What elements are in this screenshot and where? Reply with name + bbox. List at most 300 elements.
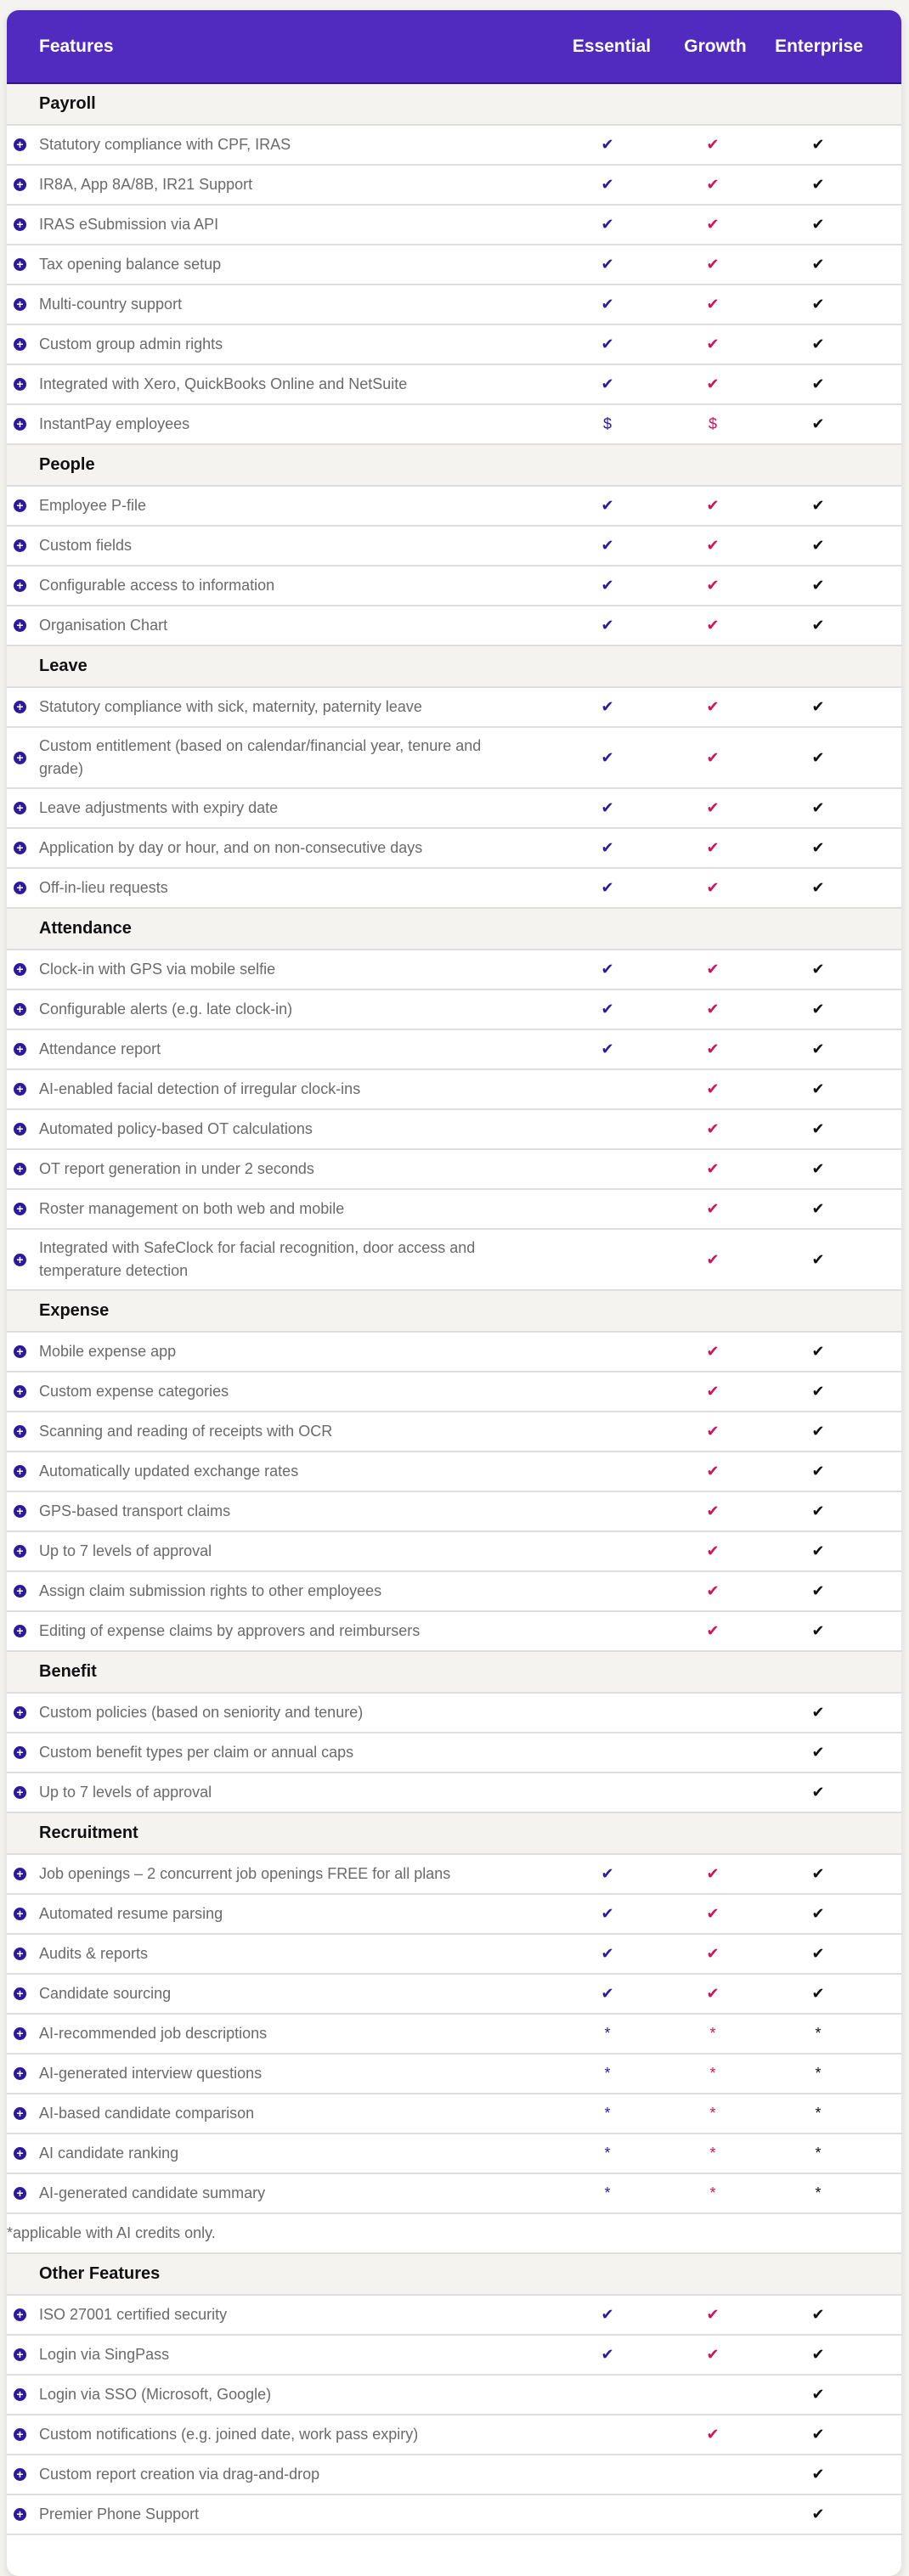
table-row [7,2094,901,2134]
feature-cell[interactable] [7,1573,555,1609]
enterprise-cell [765,799,871,817]
feature-cell[interactable] [7,286,555,323]
expand-plus-icon[interactable]: + [14,1003,26,1016]
essential-cell [555,2065,660,2083]
section-heading: Leave [7,646,901,688]
check-icon: ✔ [811,296,825,313]
feature-cell[interactable] [7,1856,555,1892]
enterprise-cell [765,617,871,634]
expand-plus-icon[interactable]: + [14,1908,26,1920]
check-icon: ✔ [706,1542,720,1559]
plan-cells [555,1582,871,1600]
table-row [7,1230,901,1291]
feature-cell[interactable] [7,830,555,866]
enterprise-cell [765,1865,871,1883]
plan-cells [555,1383,871,1401]
plan-cells [555,2065,871,2083]
expand-plus-icon[interactable]: + [14,2468,26,2481]
check-icon: ✔ [601,799,614,816]
plan-cells [555,577,871,595]
table-row [7,487,901,527]
feature-label: Custom report creation via drag-and-drop [39,2466,320,2483]
star-icon: * [709,2065,716,2082]
check-icon: ✔ [811,497,825,514]
star-icon: * [604,2105,611,2122]
check-icon: ✔ [706,577,720,594]
expand-plus-icon[interactable]: + [14,1123,26,1136]
feature-cell[interactable] [7,527,555,564]
essential-cell [555,216,660,234]
check-icon: ✔ [811,1080,825,1097]
feature-cell[interactable] [7,1111,555,1147]
essential-cell [555,136,660,154]
expand-plus-icon[interactable]: + [14,619,26,632]
growth-cell [660,1704,765,1722]
essential-cell [555,2145,660,2162]
section-heading: Other Features [7,2254,901,2296]
feature-label: Editing of expense claims by approvers and reimbursers [39,1622,421,1639]
enterprise-cell [765,296,871,313]
check-icon: ✔ [811,2306,825,2323]
growth-cell [660,176,765,194]
expand-plus-icon[interactable]: + [14,1345,26,1358]
essential-cell [555,1985,660,2003]
plan-cells [555,335,871,353]
growth-cell [660,256,765,273]
expand-plus-icon[interactable]: + [14,1043,26,1056]
growth-cell [660,2346,765,2364]
expand-plus-icon[interactable]: + [14,418,26,431]
plan-cells [555,537,871,555]
essential-cell [555,2466,660,2483]
feature-label: Integrated with SafeClock for facial recognition, door access and temperature detection [39,1239,476,1279]
essential-cell [555,1582,660,1600]
feature-cell[interactable] [7,790,555,826]
feature-cell[interactable] [7,1493,555,1530]
expand-plus-icon[interactable]: + [14,2107,26,2120]
check-icon: ✔ [811,698,825,715]
plan-cells [555,2506,871,2523]
expand-plus-icon[interactable]: + [14,752,26,764]
check-icon: ✔ [811,1865,825,1882]
feature-label: OT report generation in under 2 seconds [39,1160,314,1177]
plan-cells [555,256,871,273]
table-row [7,1612,901,1652]
expand-plus-icon[interactable]: + [14,2508,26,2521]
enterprise-cell [765,2105,871,2122]
note-row [7,2214,901,2254]
feature-label: AI candidate ranking [39,2145,179,2162]
check-icon: ✔ [811,1001,825,1017]
expand-plus-icon[interactable]: + [14,1706,26,1719]
expand-plus-icon[interactable]: + [14,1505,26,1518]
table-row [7,245,901,285]
growth-cell [660,2105,765,2122]
essential-cell [555,698,660,716]
feature-label: Custom fields [39,537,133,554]
enterprise-cell [765,1744,871,1761]
check-icon: ✔ [601,256,614,273]
plan-cells [555,1040,871,1058]
feature-cell[interactable] [7,567,555,604]
check-icon: ✔ [811,1985,825,2002]
table-row [7,2055,901,2094]
feature-cell[interactable] [7,326,555,363]
growth-cell [660,1423,765,1440]
growth-cell [660,2025,765,2043]
growth-cell [660,2184,765,2202]
feature-label: Mobile expense app [39,1343,177,1360]
growth-cell [660,1040,765,1058]
expand-plus-icon[interactable]: + [14,1746,26,1759]
essential-cell [555,1865,660,1883]
feature-cell[interactable] [7,1453,555,1490]
expand-plus-icon[interactable]: + [14,298,26,311]
growth-cell [660,136,765,154]
plan-cells [555,375,871,393]
feature-label: Candidate sourcing [39,1985,172,2002]
feature-cell[interactable] [7,2336,555,2373]
expand-plus-icon[interactable]: + [14,1625,26,1637]
table-row [7,1333,901,1373]
expand-plus-icon[interactable]: + [14,1786,26,1799]
expand-plus-icon[interactable]: + [14,178,26,191]
plan-cells [555,749,871,767]
feature-label: Up to 7 levels of approval [39,1542,212,1559]
feature-cell[interactable] [7,246,555,283]
check-icon: ✔ [811,1250,825,1268]
feature-label: AI-based candidate comparison [39,2105,255,2122]
growth-cell [660,1383,765,1401]
essential-cell [555,256,660,273]
feature-cell[interactable] [7,2416,555,2453]
enterprise-cell [765,256,871,273]
essential-cell [555,2184,660,2202]
expand-plus-icon[interactable]: + [14,1203,26,1215]
enterprise-cell [765,2306,871,2324]
expand-plus-icon[interactable]: + [14,1385,26,1398]
check-icon: ✔ [706,256,720,273]
expand-plus-icon[interactable]: + [14,1585,26,1598]
expand-plus-icon[interactable]: + [14,378,26,391]
star-icon: * [709,2025,716,2042]
feature-label: AI-generated candidate summary [39,2184,266,2201]
feature-cell[interactable] [7,2055,555,2092]
expand-plus-icon[interactable]: + [14,1425,26,1438]
check-icon: ✔ [811,2506,825,2522]
enterprise-cell [765,537,871,555]
feature-cell[interactable] [7,1976,555,2012]
feature-cell[interactable] [7,2175,555,2212]
expand-plus-icon[interactable]: + [14,882,26,894]
check-icon: ✔ [601,748,614,766]
feature-cell[interactable] [7,1896,555,1932]
growth-cell [660,2466,765,2483]
ai-credits-note: *applicable with AI credits only. [7,2224,216,2241]
growth-cell [660,961,765,978]
enterprise-cell [765,1784,871,1801]
enterprise-cell [765,375,871,393]
feature-cell[interactable] [7,1230,555,1289]
expand-plus-icon[interactable]: + [14,2147,26,2160]
table-row [7,1030,901,1070]
check-icon: ✔ [811,961,825,978]
feature-cell[interactable] [7,1413,555,1450]
enterprise-cell [765,176,871,194]
check-icon: ✔ [811,136,825,153]
check-icon: ✔ [811,335,825,352]
plan-cells [555,1200,871,1218]
check-icon: ✔ [811,1463,825,1480]
essential-cell [555,1200,660,1218]
plan-cells [555,2386,871,2404]
feature-label: Automated policy-based OT calculations [39,1120,313,1137]
growth-cell [660,1080,765,1098]
feature-cell[interactable] [7,206,555,243]
feature-cell[interactable] [7,2297,555,2333]
table-row [7,285,901,325]
feature-cell[interactable] [7,1533,555,1570]
feature-cell[interactable] [7,607,555,644]
feature-label: Off-in-lieu requests [39,879,168,896]
feature-label: IRAS eSubmission via API [39,216,219,233]
feature-cell[interactable] [7,1031,555,1068]
feature-cell[interactable] [7,1151,555,1187]
check-icon: ✔ [601,136,614,153]
check-icon: ✔ [811,1423,825,1440]
table-row [7,950,901,990]
expand-plus-icon[interactable]: + [14,2428,26,2441]
expand-plus-icon[interactable]: + [14,1083,26,1096]
expand-plus-icon[interactable]: + [14,1465,26,1478]
plan-cells [555,1744,871,1761]
table-row [7,2296,901,2336]
check-icon: ✔ [811,2386,825,2403]
check-icon: ✔ [706,617,720,634]
check-icon: ✔ [601,2346,614,2363]
feature-cell[interactable] [7,1333,555,1370]
check-icon: ✔ [601,2306,614,2323]
check-icon: ✔ [706,961,720,978]
feature-cell[interactable] [7,951,555,988]
feature-label: Custom group admin rights [39,335,223,352]
feature-cell[interactable] [7,1071,555,1108]
growth-cell [660,1744,765,1761]
check-icon: ✔ [601,216,614,233]
check-icon: ✔ [706,216,720,233]
expand-plus-icon[interactable]: + [14,579,26,592]
table-header [7,10,901,84]
plan-cells [555,1945,871,1963]
essential-cell [555,799,660,817]
feature-cell[interactable] [7,1191,555,1227]
feature-cell[interactable] [7,488,555,524]
expand-plus-icon[interactable]: + [14,1987,26,2000]
expand-plus-icon[interactable]: + [14,258,26,271]
feature-cell[interactable] [7,991,555,1028]
expand-plus-icon[interactable]: + [14,1545,26,1558]
feature-cell[interactable] [7,689,555,725]
feature-label: Attendance report [39,1040,161,1057]
expand-plus-icon[interactable]: + [14,2027,26,2040]
check-icon: ✔ [811,839,825,856]
table-row [7,2495,901,2535]
feature-label: Leave adjustments with expiry date [39,799,279,816]
table-row [7,126,901,166]
feature-label: Job openings – 2 concurrent job openings FREE for all plans [39,1865,451,1882]
feature-cell[interactable] [7,366,555,403]
enterprise-cell [765,879,871,897]
table-row [7,2415,901,2455]
essential-cell [555,577,660,595]
check-icon: ✔ [601,335,614,352]
check-icon: ✔ [706,1250,720,1268]
star-icon: * [815,2025,821,2042]
table-row [7,405,901,445]
check-icon: ✔ [601,1945,614,1962]
table-row [7,1070,901,1110]
section-heading: Expense [7,1291,901,1333]
plan-cells [555,2105,871,2122]
growth-cell [660,1001,765,1018]
feature-cell[interactable] [7,1613,555,1649]
check-icon: ✔ [706,136,720,153]
growth-cell [660,1120,765,1138]
feature-cell[interactable] [7,127,555,163]
check-icon: ✔ [601,375,614,392]
expand-plus-icon[interactable]: + [14,1948,26,1960]
expand-plus-icon[interactable]: + [14,1163,26,1175]
star-icon: * [709,2105,716,2122]
expand-plus-icon[interactable]: + [14,218,26,231]
feature-cell[interactable] [7,1694,555,1731]
check-icon: ✔ [811,1784,825,1801]
feature-label: Roster management on both web and mobile [39,1200,345,1217]
essential-cell [555,1383,660,1401]
feature-cell[interactable] [7,1734,555,1771]
check-icon: ✔ [601,1001,614,1017]
check-icon: ✔ [706,2306,720,2323]
enterprise-cell [765,1622,871,1640]
enterprise-cell [765,1463,871,1480]
feature-cell[interactable] [7,166,555,203]
table-row [7,688,901,728]
growth-cell [660,2386,765,2404]
enterprise-cell [765,1200,871,1218]
essential-cell [555,2025,660,2043]
check-icon: ✔ [811,1704,825,1721]
plan-cells [555,1704,871,1722]
check-icon: ✔ [811,1945,825,1962]
feature-cell[interactable] [7,2095,555,2132]
plan-cells [555,1423,871,1440]
table-row [7,1373,901,1412]
expand-plus-icon[interactable]: + [14,338,26,351]
enterprise-cell [765,497,871,515]
feature-label: Custom entitlement (based on calendar/financial year, tenure and grade) [39,737,482,777]
check-icon: ✔ [811,1905,825,1922]
feature-cell[interactable] [7,1936,555,1972]
table-row [7,2134,901,2174]
expand-plus-icon[interactable]: + [14,2308,26,2321]
expand-plus-icon[interactable]: + [14,1254,26,1266]
growth-cell [660,497,765,515]
check-icon: ✔ [706,1423,720,1440]
feature-label: Statutory compliance with sick, maternity, paternity leave [39,698,422,715]
feature-cell[interactable] [7,1774,555,1811]
check-icon: ✔ [706,1502,720,1519]
feature-cell[interactable] [7,406,555,442]
expand-plus-icon[interactable]: + [14,2067,26,2080]
check-icon: ✔ [811,2426,825,2443]
plan-cells [555,1463,871,1480]
table-row [7,325,901,365]
growth-cell [660,799,765,817]
check-icon: ✔ [706,176,720,193]
table-body [7,84,901,2535]
feature-cell[interactable] [7,870,555,906]
expand-plus-icon[interactable]: + [14,138,26,151]
expand-plus-icon[interactable]: + [14,701,26,713]
plan-cells [555,1251,871,1269]
plan-cells [555,617,871,634]
table-row [7,365,901,405]
check-icon: ✔ [811,415,825,432]
feature-label: AI-generated interview questions [39,2065,263,2082]
feature-cell[interactable] [7,2456,555,2493]
growth-cell [660,1343,765,1361]
check-icon: ✔ [601,176,614,193]
expand-plus-icon[interactable]: + [14,963,26,976]
expand-plus-icon[interactable]: + [14,499,26,512]
star-icon: * [815,2145,821,2162]
expand-plus-icon[interactable]: + [14,1868,26,1880]
feature-cell[interactable] [7,2496,555,2533]
check-icon: ✔ [811,748,825,766]
table-row [7,1895,901,1935]
feature-cell[interactable] [7,2135,555,2172]
plan-essential-heading: Essential [572,36,652,56]
enterprise-cell [765,1343,871,1361]
essential-cell [555,1905,660,1923]
enterprise-cell [765,1251,871,1269]
essential-cell [555,335,660,353]
feature-cell[interactable] [7,2376,555,2413]
table-row [7,728,901,789]
feature-cell[interactable] [7,2015,555,2052]
feature-label: Scanning and reading of receipts with OCR [39,1423,333,1440]
check-icon: ✔ [811,537,825,554]
feature-label: Application by day or hour, and on non-consecutive days [39,839,423,856]
expand-plus-icon[interactable]: + [14,802,26,815]
feature-label: Configurable alerts (e.g. late clock-in) [39,1001,293,1017]
expand-plus-icon[interactable]: + [14,2388,26,2401]
check-icon: ✔ [811,617,825,634]
expand-plus-icon[interactable]: + [14,2187,26,2200]
enterprise-cell [765,698,871,716]
plan-cells [555,1905,871,1923]
expand-plus-icon[interactable]: + [14,539,26,552]
essential-cell [555,1080,660,1098]
expand-plus-icon[interactable]: + [14,842,26,854]
feature-cell[interactable] [7,1373,555,1410]
expand-plus-icon[interactable]: + [14,2348,26,2361]
check-icon: ✔ [706,2346,720,2363]
check-icon: ✔ [706,879,720,896]
dollar-icon: $ [708,415,717,432]
plan-cells [555,2346,871,2364]
feature-cell[interactable] [7,728,555,787]
